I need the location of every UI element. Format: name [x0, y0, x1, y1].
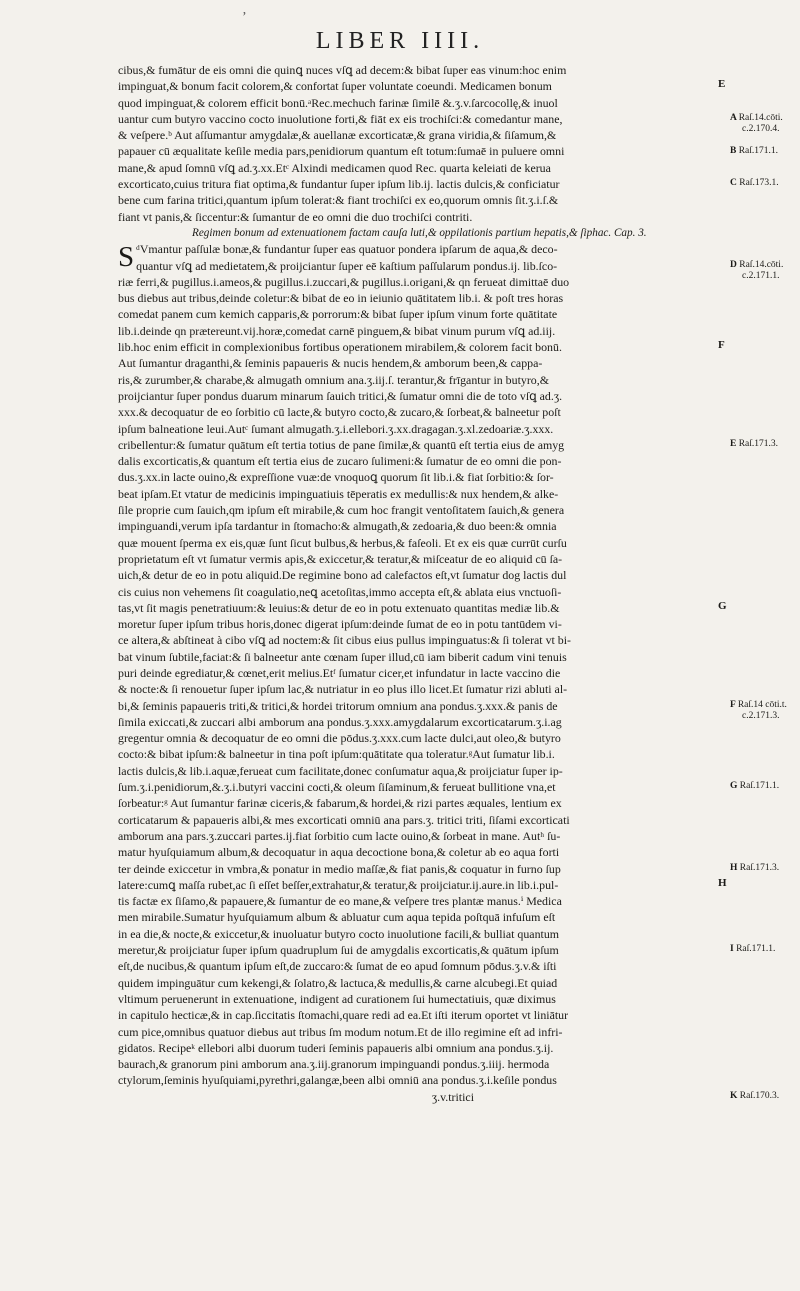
- margin-note-ref: [730, 944, 796, 955]
- margin-note-letter: I: [730, 944, 737, 955]
- margin-note-letter: D: [730, 259, 740, 270]
- margin-note-ref: [730, 113, 796, 124]
- text-line: corticatarum & papaueris albi,& mes excorticati omniū ana pars.ʒ. tritici triti, ſiſami excorticati: [118, 812, 570, 827]
- margin-note-letter: E: [730, 438, 739, 449]
- text-line: vltimum peruenerunt in extenuatione, indigent ad curationem ſui humectatiuis, quæ diximus: [118, 991, 556, 1006]
- text-line: ʒ.v.tritici: [431, 1089, 474, 1104]
- margin-note-text: Raſ.171.1.: [739, 781, 780, 792]
- text-line: quod impinguat,& colorem efficit bonū.ᵃRec.mechuch farinæ ſimilē &.ʒ.v.ſarcocollę,& inuol: [118, 95, 558, 110]
- text-line: gregentur omnia & decoquatur de eo omni die pōdus.ʒ.xxx.cum lacte dulci,aut oleo,& butyro: [118, 731, 561, 746]
- text-line: bi,& ſeminis papaueris triti,& tritici,& hordei tritorum omnium ana pondus.ʒ.xxx.& panis de: [118, 698, 558, 713]
- text-line: uich,& detur de eo in potu aliquid.De regimine bono ad calefactos eſt,vt ſumatur dog lactis dul: [118, 568, 567, 583]
- text-line: cocto:& bibat ipſum:& balneetur in tina poſt ipſum:quātitate qua toleratur.ᵍAut ſumatur lib.i.: [118, 747, 555, 762]
- text-line: baurach,& granorum pini amborum ana.ʒ.iij.granorum impinguandi pondus.ʒ.iiij. hermoda: [118, 1057, 550, 1072]
- text-line: proijciantur ſuper pondus duarum minarum ſauich tritici,& ſumatur omni die de toto vſꝗ ad.ʒ.: [118, 388, 563, 403]
- margin-note-ref: [730, 178, 796, 189]
- margin-note-ref: [730, 700, 796, 711]
- text-line: latere:cumꝗ maſſa rubet,ac ſi eſſet beſſer,extrahatur,& teratur,& proijciatur.ij.aure.in lib.i.pul-: [118, 877, 559, 892]
- margin-note-letter: A: [730, 112, 739, 123]
- margin-note-ref: [730, 260, 796, 271]
- margin-note-text: Raſ.14.cōti.: [738, 112, 783, 123]
- margin-note-letter: F: [730, 699, 738, 710]
- margin-note-ref: [730, 781, 796, 792]
- text-line: matur hyuſquiamum album,& decoquatur in aqua decoctione bona,& coletur ab eo aqua forti: [118, 845, 560, 860]
- text-line: papauer cū æqualitate keſile media pars,penidiorum quantum eſt totum:ſumaē in puluere omni: [118, 144, 565, 159]
- margin-note: [730, 700, 796, 722]
- margin-note-ref: [730, 146, 796, 157]
- margin-note-text: Raſ.14 cōti.t.: [737, 699, 787, 710]
- margin-note-sub: c.2.170.4.: [742, 123, 780, 134]
- text-line: quantur vſꝗ ad medietatem,& proijciantur ſuper eē kaſtium paſſularum pondus.ij. lib.ſco-: [136, 258, 558, 273]
- text-line: in ea die,& nocte,& exiccetur,& inuoluatur butyro cocto inuolutione facili,& bulliat quantum: [118, 926, 560, 941]
- margin-note: [730, 260, 796, 282]
- text-line: cribellentur:& ſumatur quātum eſt tertia totius de pane ſimilæ,& quantū eſt tertia eius de amyg: [118, 437, 565, 452]
- text-line: ſile proprie cum ſauich,qm ipſum eſt mirabile,& cum hoc frangit ventoſitatem ſauich,& genera: [118, 503, 565, 518]
- text-line: cis cuius non vehemens ſit coagulatio,neꝗ acetoſitas,immo accepta eſt,& ablata eius vnctuoſi-: [118, 584, 562, 599]
- text-line: ſimila exiccati,& zuccari albi amborum ana pondus.ʒ.xxx.amygdalarum excorticatarum.ʒ.i.ag: [118, 714, 562, 729]
- text-line: cibus,& fumātur de eis omni die quinꝗ nuces vſꝗ ad decem:& bibat ſuper eas vinum:hoc enim: [118, 63, 567, 77]
- margin-note-sub: c.2.171.3.: [742, 710, 780, 721]
- margin-note-letter: B: [730, 145, 739, 156]
- margin-note: [730, 146, 796, 157]
- text-line: excorticato,cuius tritura fiat optima,& fundantur ſuper ipſum lib.ij. lactis dulcis,& conficiatur: [118, 177, 560, 192]
- margin-note-text: Raſ.170.3.: [739, 1090, 780, 1101]
- text-line: bene cum farina tritici,quantum ipſum tolerat:& fiant trochiſci ex eo,quorum omnis ſit.ʒ.i.ſ.&: [118, 193, 559, 208]
- text-line: lib.i.deinde qn prætereunt.vij.horæ,comedat carnē pinguem,& bibat vinum purum vſꝗ ad.iij.: [118, 323, 556, 338]
- text-line: riæ ferri,& pugillus.i.ameos,& pugillus.i.zuccari,& pugillus.i.origani,& qn ferueat dimittaē duo: [118, 274, 570, 289]
- margin-note: [730, 1091, 796, 1102]
- running-header: LIBER IIII.: [315, 28, 485, 54]
- text-line: tis factæ ex ſiſamo,& papauere,& ſumantur de eo mane,& veſpere tres plantæ manus.ⁱ Medica: [118, 894, 562, 909]
- text-line: dalis excorticatis,& quantum eſt tertia eius de zucaro ſulimeni:& ſumatur de eo omni die pon-: [118, 454, 562, 469]
- text-line: bus diebus aut tribus,deinde coletur:& bibat de eo in ieiunio quātitatem lib.i. & poſt tres horas: [118, 291, 564, 306]
- text-line: quæ mouent ſperma ex eis,quæ ſunt ſicut bulbus,& herbus,& faſeoli. Et ex eis quæ currūt curſu: [118, 535, 567, 550]
- margin-note-text: Raſ.171.3.: [739, 862, 780, 873]
- text-line: Aut ſumantur draganthi,& ſeminis papaueris & nucis hendem,& amborum been,& cappa-: [118, 356, 543, 371]
- margin-note-letter: G: [730, 781, 740, 792]
- text-line: ſum.ʒ.i.penidiorum,&.ʒ.i.butyri vaccini cocti,& oleum ſiſaminum,& ferueat bullitione vna,et: [118, 780, 556, 795]
- margin-note-letter: K: [730, 1090, 740, 1101]
- text-line: ſorbeatur:ᵍ Aut ſumantur farinæ ciceris,& fabarum,& hordei,& rizi partes æquales, lentium ex: [118, 796, 562, 811]
- margin-note: [730, 439, 796, 450]
- text-line: tas,vt ſit magis penetratiuum:& leuius:& detur de eo in potu extenuato quantitas mediæ lib.&: [118, 600, 560, 615]
- margin-note-ref: [730, 1091, 796, 1102]
- margin-note: [730, 113, 796, 135]
- text-line: uantur cum butyro vaccino cocto inuolutione forti,& fiāt ex eis trochiſci:& comedantur mane,: [118, 111, 563, 126]
- margin-note-text: Raſ.171.1.: [736, 944, 776, 955]
- text-line: puri deinde egrediatur,& cœnet,erit melius.Etᶠ ſumatur cicer,et infundatur in lacte vaccino die: [118, 665, 561, 680]
- text-line: proprietatum eſt vt ſumatur vermis apis,& exiccetur,& teratur,& miſceatur de eo aliquid cū ſa-: [118, 551, 563, 566]
- text-line: dus.ʒ.xx.in lacte ouino,& expreſſione vuæ:de vnoquoꝗ quorum ſit lib.i.& fiat ſorbitio:& ſor-: [118, 470, 554, 485]
- text-line: moretur ſuper ipſum tribus horis,donec digerat ipſum:deinde ſumat de eo in potu tantūdem vi-: [118, 617, 562, 632]
- text-line: ce altera,& abſtineat à cibo vſꝗ ad noctem:& ſit cibus eius pullus impinguatus:& ſi tolerat vt bi-: [118, 633, 572, 648]
- section-letter: H: [718, 877, 727, 889]
- main-text-column: [118, 62, 714, 1105]
- text-line: in capitulo hecticæ,& in cap.ſiccitatis ſtomachi,quare redi ad ea.Et iſti iterum oportet vt liniātur: [118, 1008, 569, 1023]
- margin-note: [730, 863, 796, 874]
- margin-note-letter: C: [730, 178, 740, 189]
- margin-note-text: Raſ.173.1.: [739, 178, 779, 189]
- text-line: ris,& zurumber,& charabe,& almugath omnium ana.ʒ.iij.ſ. terantur,& frīgantur in butyro,&: [118, 372, 549, 387]
- drop-cap: S: [118, 241, 135, 274]
- text-line: men mirabile.Sumatur hyuſquiamum album & abluatur cum aqua tepida poſtquā infuſum eſt: [118, 910, 556, 925]
- text-line: mane,& apud ſomnū vſꝗ ad.ʒ.xx.Etᶜ Alxindi medicamen quod Rec. quarta keleiati de kerua: [118, 160, 551, 175]
- margin-note-text: Raſ.171.1.: [738, 145, 779, 156]
- text-line: impinguandi,verum ipſa tardantur in ſtomacho:& almugath,& zedoaria,& duo been:& omnia: [118, 519, 557, 534]
- text-line: ipſum balneatione leui.Autᶜ ſumant almugath.ʒ.i.ellebori.ʒ.xx.dragagan.ʒ.xl.zedoariæ.ʒ.xxx.: [118, 421, 554, 436]
- text-line: ter deinde exiccetur in vmbra,& ponatur in medio maſſæ,& fiat panis,& coquatur in furno ſup: [118, 861, 561, 876]
- margin-note-text: Raſ.171.3.: [738, 438, 779, 449]
- text-line: beat ipſam.Et vtatur de medicinis impinguatiuis tēperatis ex medullis:& nux hendem,& alke-: [118, 486, 559, 501]
- text-line: lib.hoc enim efficit in complexionibus fortibus operationem mirabilem,& colorem facit bonū.: [118, 340, 562, 355]
- text-line: ᵈVmantur paſſulæ bonæ,& fundantur ſuper eas quatuor pondera ipſarum de aqua,& deco-: [136, 242, 558, 257]
- text-line: xxx.& decoquatur de eo ſorbitio cū lacte,& butyro cocto,& zucaro,& ſorbeat,& balneetur poſt: [118, 405, 561, 420]
- margin-note-letter: H: [730, 862, 740, 873]
- margin-note-ref: [730, 863, 796, 874]
- text-line: eſt,de nucibus,& quantum ipſum eſt,de zuccaro:& ſumat de eo apud ſomnum pōdus.ʒ.v.& iſti: [118, 959, 557, 974]
- margin-note-sub: c.2.171.1.: [742, 270, 780, 281]
- section-letter: G: [718, 599, 727, 612]
- text-line: comedat panem cum kemich capparis,& porrorum:& bibat ſuper ipſum vinum forte quātitate: [118, 307, 558, 322]
- top-mark: ʼ: [242, 10, 247, 25]
- margin-note: [730, 944, 796, 955]
- margin-note-ref: [730, 439, 796, 450]
- text-line: impinguat,& bonum facit colorem,& confortat ſuper voluntate coeundi. Medicamen bonum: [118, 79, 552, 94]
- text-line: amborum ana pars.ʒ.zuccari partes.ij.fiat ſorbitio cum lacte ouino,& ſorbeat in mane. Autʰ ſu-: [118, 828, 561, 843]
- margin-note: [730, 781, 796, 792]
- text-line: & veſpere.ᵇ Aut aſſumantur amygdalæ,& auellanæ excorticatæ,& grana viridia,& ſiſamum,&: [118, 128, 557, 143]
- section-letter: E: [718, 78, 726, 91]
- chapter-heading: Regimen bonum ad extenuationem factam cauſa luti,& oppilationis partium hepatis,& ſiphac. Cap. 3.: [192, 226, 647, 239]
- text-line: cum pice,omnibus quatuor diebus aut tribus ſm modum notum.Et de illo regimine eſt ad infri-: [118, 1024, 563, 1039]
- text-line: lactis dulcis,& lib.i.aquæ,ferueat cum facilitate,donec conſumatur aqua,& proijciatur ſuper ip-: [118, 763, 563, 778]
- text-line: gidatos. Recipeᵏ ellebori albi duorum tuderi ſeminis papaueris albi omnium ana pondus.ʒ.ij.: [118, 1040, 554, 1055]
- text-line: & nocte:& ſi renouetur ſuper ipſum lac,& nutriatur in eo plus illo licet.Et ſumatur rizi abluti al-: [118, 682, 568, 697]
- text-line: ctylorum,ſeminis hyuſquiami,pyrethri,galangæ,been albi omniū ana pondus.ʒ.i.keſile pondus: [118, 1073, 557, 1088]
- text-line: meretur,& proijciatur ſuper ipſum quadruplum ſui de amygdalis excorticatis,& quātum ipſum: [118, 943, 559, 958]
- text-line: bat vinum ſubtile,faciat:& ſi balneetur ante cœnam ſuper illud,cū iam biberit cadum vini tenuis: [118, 649, 567, 664]
- margin-note-text: Raſ.14.cōti.: [739, 259, 784, 270]
- section-letter: F: [718, 339, 725, 352]
- margin-note: [730, 178, 796, 189]
- text-line: fiant vt panis,& ſiccentur:& ſumantur de eo omni die duo trochiſci contriti.: [118, 209, 473, 224]
- text-line: quidem impinguātur cum kekengi,& ſolatro,& lactuca,& medullis,& carne alcubegi.Et quiad: [118, 975, 558, 990]
